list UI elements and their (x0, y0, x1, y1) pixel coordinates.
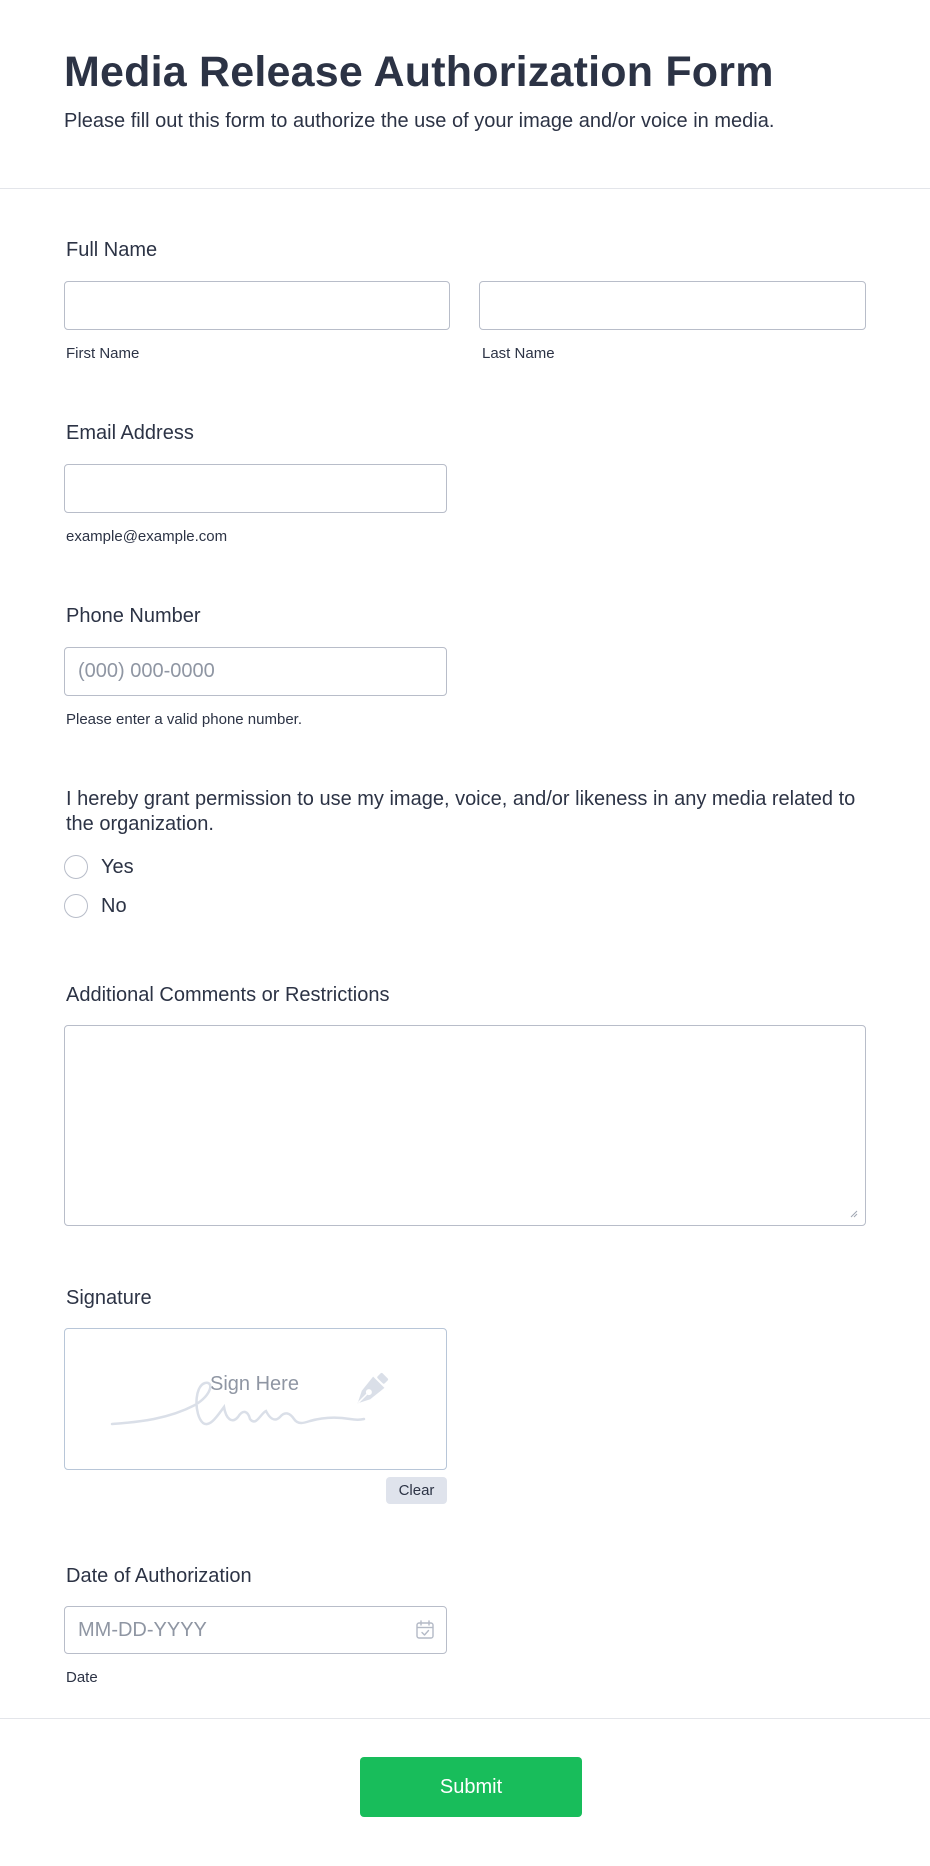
full-name-label: Full Name (66, 239, 158, 261)
comments-label: Additional Comments or Restrictions (66, 984, 390, 1006)
resize-grip-icon[interactable] (848, 1208, 858, 1218)
phone-input[interactable] (64, 647, 447, 696)
option-label-no: No (101, 895, 127, 917)
option-label-yes: Yes (101, 856, 134, 878)
radio-button-yes[interactable] (64, 855, 88, 879)
signature-label: Signature (66, 1287, 152, 1309)
calendar-icon[interactable] (416, 1620, 434, 1639)
form-header (0, 0, 930, 189)
form-footer (0, 1718, 930, 1866)
email-sublabel: example@example.com (66, 528, 228, 545)
first-name-input[interactable] (64, 281, 450, 330)
signature-pad[interactable] (64, 1328, 447, 1470)
permission-question: I hereby grant permission to use my image, voice, and/or likeness in any media related to the organization. (66, 788, 856, 835)
last-name-sublabel: Last Name (482, 345, 555, 362)
phone-sublabel: Please enter a valid phone number. (66, 711, 302, 728)
radio-button-no[interactable] (64, 894, 88, 918)
signature-placeholder: Sign Here (210, 1373, 299, 1395)
form-title: Media Release Authorization Form (64, 48, 774, 96)
date-label: Date of Authorization (66, 1565, 252, 1587)
form-subtitle: Please fill out this form to authorize the use of your image and/or voice in media. (64, 110, 775, 132)
comments-textarea[interactable] (64, 1025, 866, 1226)
date-input[interactable] (64, 1606, 447, 1654)
pen-nib-icon (350, 1369, 392, 1411)
clear-signature-button[interactable]: Clear (386, 1477, 447, 1504)
date-sublabel: Date (66, 1669, 98, 1686)
submit-button[interactable]: Submit (360, 1757, 582, 1817)
phone-label: Phone Number (66, 605, 201, 627)
last-name-input[interactable] (479, 281, 866, 330)
email-input[interactable] (64, 464, 447, 513)
email-label: Email Address (66, 422, 194, 444)
first-name-sublabel: First Name (66, 345, 140, 362)
date-field (64, 1606, 447, 1654)
